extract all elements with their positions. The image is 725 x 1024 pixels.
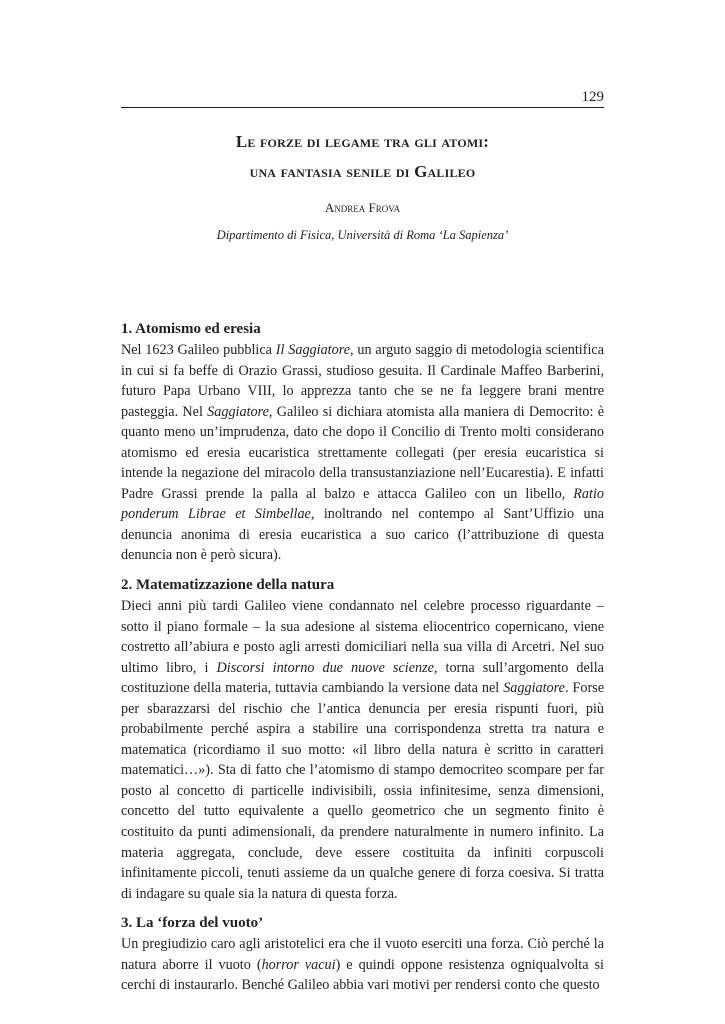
text-run: Un pregiudizio caro agli aristotelici era che il vuoto eserciti una forza. Ciò perché la natura aborre il vuoto (: [121, 936, 604, 973]
text-run: Nel 1623 Galileo pubblica: [121, 342, 276, 358]
article-title-line-2: una fantasia senile di Galileo: [249, 162, 476, 181]
text-run: , inoltrando nel contempo al Sant’Uffizio una denuncia anonima di eresia eucaristica a suo carico (l’attribuzione di questa denuncia non è però sicura).: [121, 506, 604, 564]
text-run: . Forse per sbarazzarsi del rischio che l’antica denuncia per eresia rispunti fuori, più probabilmente perché aspira a stabilire una corrispondenza stretta tra natura e matematica (ricordiamo il suo motto: «il libro della natura è scritto in caratteri matematici…»). Sta di fatto che l’atomismo di stampo democriteo scompare per far posto al concetto di particelle indivisibili, ossia infinitesime, senza dimensioni, concetto del tutto equivalente a quello geometrico che un segmento finito è costituito da punti adimensionali, da prendere naturalmente in numero infinito. La materia aggregata, conclude, deve essere costituita da infiniti corpuscoli infinitamente piccoli, tenuti assieme da un qualche genere di forza coesiva. Si tratta di indagare su quale sia la natura di questa forza.: [121, 680, 605, 902]
text-run: ) e quindi oppone resistenza ogniqualvolta si cerchi di instaurarlo. Benché Galileo abbia vari motivi per rendersi conto che questo: [121, 956, 604, 994]
article-body: [121, 318, 604, 996]
section-paragraph: [121, 934, 604, 996]
author-name: Andrea Frova: [324, 200, 401, 215]
italic-text-run: Saggiatore: [207, 403, 269, 420]
italic-text-run: Discorsi intorno due nuove scienze: [216, 659, 434, 676]
italic-text-run: horror vacui: [261, 956, 336, 973]
author-affiliation: Dipartimento di Fisica, Università di Roma ‘La Sapienza’: [216, 228, 509, 242]
section-3: [121, 912, 604, 996]
italic-text-run: Il Saggiatore: [275, 342, 351, 358]
text-run: , un arguto saggio di metodologia scientifica in cui si fa beffe di Orazio Grassi, studioso gesuita. Il Cardinale Maffeo Barberini, futuro Papa Urbano VIII, lo apprezza tanto che se ne fa leggere brani mentre pasteggia. Nel: [121, 342, 604, 420]
section-1: [121, 318, 604, 566]
page-number: 129: [581, 89, 604, 105]
section-heading: 1. Atomismo ed eresia: [121, 321, 261, 337]
section-paragraph: [121, 596, 604, 904]
italic-text-run: Saggiatore: [503, 680, 565, 697]
section-heading: 2. Matematizzazione della natura: [121, 577, 335, 594]
text-run: Dieci anni più tardi Galileo viene condannato nel celebre processo riguardante – sotto il piano formale – la sua adesione al sistema eliocentrico copernicano, viene costretto all’abiura e posto agli arresti domiciliari nella sua villa di Arcetri. Nel suo ultimo libro, i: [121, 598, 604, 676]
text-run: , torna sull’argomento della costituzione della materia, tuttavia cambiando la versione data nel: [121, 659, 604, 697]
section-heading: 3. La ‘forza del vuoto’: [121, 915, 264, 932]
italic-text-run: Ratio ponderum Librae et Simbellae: [121, 485, 604, 523]
header-rule: [121, 107, 604, 108]
article-title-line-1: Le forze di legame tra gli atomi:: [235, 132, 490, 151]
text-run: , Galileo si dichiara atomista alla maniera di Democrito: è quanto meno un’imprudenza, dato che dopo il Concilio di Trento molti considerano atomismo ed eresia eucaristica strettamente collegati (per eresia eucaristica si intende la negazione del miracolo della transustanziazione nell’Eucarestia). E infatti Padre Grassi prende la palla al balzo e attacca Galileo con un libello,: [121, 403, 604, 502]
section-paragraph: [121, 340, 604, 566]
section-2: [121, 574, 604, 904]
